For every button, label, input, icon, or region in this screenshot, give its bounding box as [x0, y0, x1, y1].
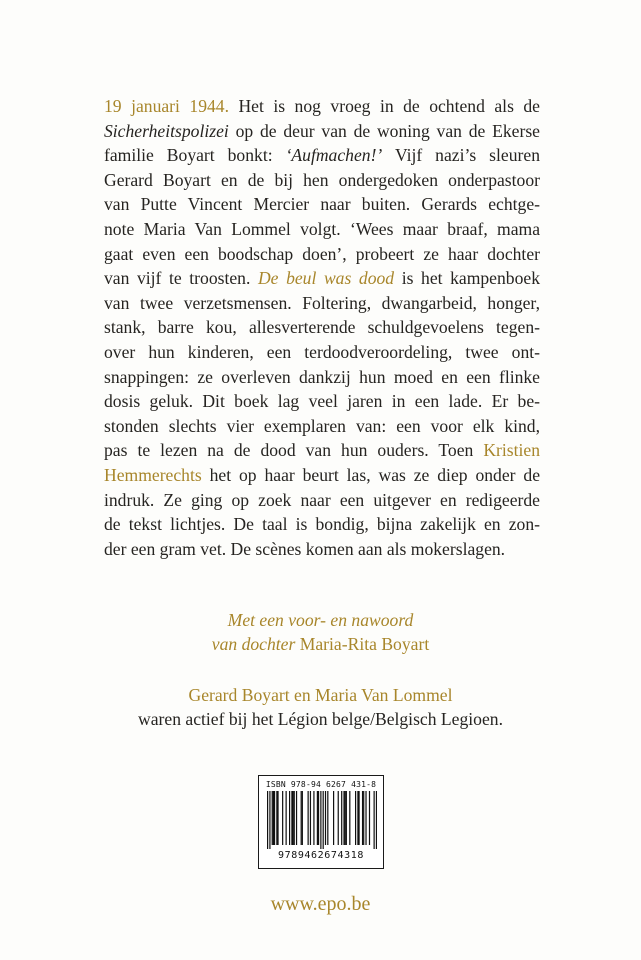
blurb-text: het op haar beurt las, was ze diep onder de — [201, 464, 540, 485]
blurb-line — [104, 414, 540, 439]
barcode-bar — [273, 791, 274, 845]
barcode-bar — [343, 791, 344, 845]
blurb-text: ‘Aufmachen!’ — [285, 145, 383, 166]
blurb-line — [104, 340, 540, 365]
isbn-barcode — [258, 775, 384, 869]
back-cover-blurb — [104, 94, 540, 561]
blurb-line — [104, 168, 540, 193]
author-note: waren actief bij het Légion belge/Belgisch Legioen. — [138, 709, 503, 729]
barcode-bar — [349, 791, 350, 845]
barcode-bar — [308, 791, 309, 845]
barcode-bar — [338, 791, 339, 845]
barcode-bar — [282, 791, 283, 845]
blurb-line — [104, 291, 540, 316]
blurb-line — [104, 119, 540, 144]
blurb-text: pas te lezen na de dood van hun ouders. Toen — [104, 440, 484, 461]
foreword-prefix: van dochter — [211, 634, 296, 654]
barcode-bar — [363, 791, 364, 845]
blurb-text: der een gram vet. De scènes komen aan als mokerslagen. — [104, 538, 506, 559]
blurb-line — [104, 365, 540, 390]
blurb-text: is het kampenboek — [394, 268, 540, 289]
blurb-line — [104, 488, 540, 513]
blurb-line — [104, 315, 540, 340]
barcode-bar — [289, 791, 290, 845]
blurb-text: dosis geluk. Dit boek lag veel jaren in een lade. Er be- — [104, 391, 540, 412]
barcode-bar — [296, 791, 297, 845]
barcode-bar — [272, 791, 273, 845]
barcode-bar — [317, 791, 318, 845]
barcode-bar — [365, 791, 366, 845]
blurb-text: over hun kinderen, een terdoodveroordeling, twee ont- — [104, 341, 540, 362]
barcode-bar — [341, 791, 342, 845]
blurb-text: familie Boyart bonkt: — [104, 145, 286, 166]
blurb-line — [104, 192, 540, 217]
barcode-bar — [374, 791, 375, 849]
barcode-bar — [369, 791, 370, 845]
barcode-bar — [276, 791, 277, 845]
barcode-bar — [292, 791, 293, 845]
blurb-text: Vijf nazi’s sleuren — [382, 145, 540, 166]
blurb-text: gaat even een boodschap doen’, probeert ze haar dochter — [104, 243, 540, 264]
blurb-text: Sicherheitspolizei — [104, 120, 229, 141]
barcode-bar — [323, 791, 324, 849]
blurb-text: De beul was dood — [257, 268, 395, 289]
blurb-text: Kristien — [483, 440, 540, 461]
blurb-text: de tekst lichtjes. De taal is bondig, bijna zakelijk en zon- — [104, 514, 540, 535]
barcode-bar — [291, 791, 292, 845]
author-credit — [0, 683, 641, 731]
blurb-line — [104, 94, 540, 119]
barcode-bar — [333, 791, 334, 845]
blurb-text: stank, barre kou, allesverterende schuldgevoelens tegen- — [104, 317, 540, 338]
blurb-line — [104, 266, 540, 291]
barcode-bar — [318, 791, 319, 845]
barcode-bar — [294, 791, 295, 845]
blurb-text: note Maria Van Lommel volgt. ‘Wees maar braaf, mama — [104, 218, 540, 239]
author-names: Gerard Boyart en Maria Van Lommel — [188, 685, 453, 705]
barcode-bar — [267, 791, 268, 849]
blurb-text: Het is nog vroeg in de ochtend als de — [228, 96, 540, 116]
blurb-text: op de deur van de woning van de Ekerse — [228, 120, 540, 141]
barcode-bar — [277, 791, 278, 845]
barcode-bar — [286, 791, 287, 845]
barcode-bar — [327, 791, 328, 845]
barcode-bar — [358, 791, 359, 845]
blurb-text: van twee verzetsmensen. Foltering, dwangarbeid, honger, — [104, 292, 540, 313]
barcode-bar — [301, 791, 302, 845]
isbn-label: ISBN 978-94 6267 431-8 — [265, 780, 377, 789]
blurb-line — [104, 512, 540, 537]
blurb-text: Hemmerechts — [104, 464, 202, 485]
barcode-bar — [274, 791, 275, 845]
barcode-bar — [362, 791, 363, 845]
blurb-line — [104, 143, 540, 168]
blurb-text: Gerard Boyart en de bij hen ondergedoken onderpastoor — [104, 169, 540, 190]
blurb-text: van vijf te troosten. — [104, 268, 258, 289]
barcode-bar — [313, 791, 314, 845]
blurb-text: snappingen: ze overleven dankzij hun moed en een flinke — [104, 366, 540, 387]
blurb-text: van Putte Vincent Mercier naar buiten. Gerards echtge- — [104, 194, 540, 215]
blurb-line — [104, 438, 540, 463]
blurb-line — [104, 389, 540, 414]
barcode-bar — [302, 791, 303, 845]
barcode-bar — [376, 791, 377, 849]
blurb-line — [104, 463, 540, 488]
barcode-bars — [267, 791, 377, 849]
barcode-bar — [310, 791, 311, 845]
barcode-bar — [269, 791, 270, 849]
barcode-bar — [345, 791, 346, 845]
blurb-text: 19 januari 1944. — [104, 96, 229, 116]
blurb-line — [104, 537, 540, 562]
publisher-url[interactable]: www.epo.be — [270, 893, 371, 915]
blurb-text: stonden slechts vier exemplaren van: een voor elk kind, — [104, 415, 540, 436]
barcode-bar — [320, 791, 321, 849]
barcode-bar — [355, 791, 356, 845]
barcode-bar — [357, 791, 358, 845]
foreword-line-1: Met een voor- en nawoord — [227, 610, 414, 630]
blurb-text: indruk. Ze ging op zoek naar een uitgever en redigeerde — [104, 489, 540, 510]
barcode-bar — [346, 791, 347, 845]
isbn-digits: 9789462674318 — [277, 850, 365, 861]
foreword-credit — [0, 608, 641, 656]
blurb-line — [104, 242, 540, 267]
foreword-name: Maria-Rita Boyart — [299, 634, 430, 654]
blurb-line — [104, 217, 540, 242]
barcode-bar — [325, 791, 326, 845]
foreword-line-2 — [0, 632, 641, 656]
